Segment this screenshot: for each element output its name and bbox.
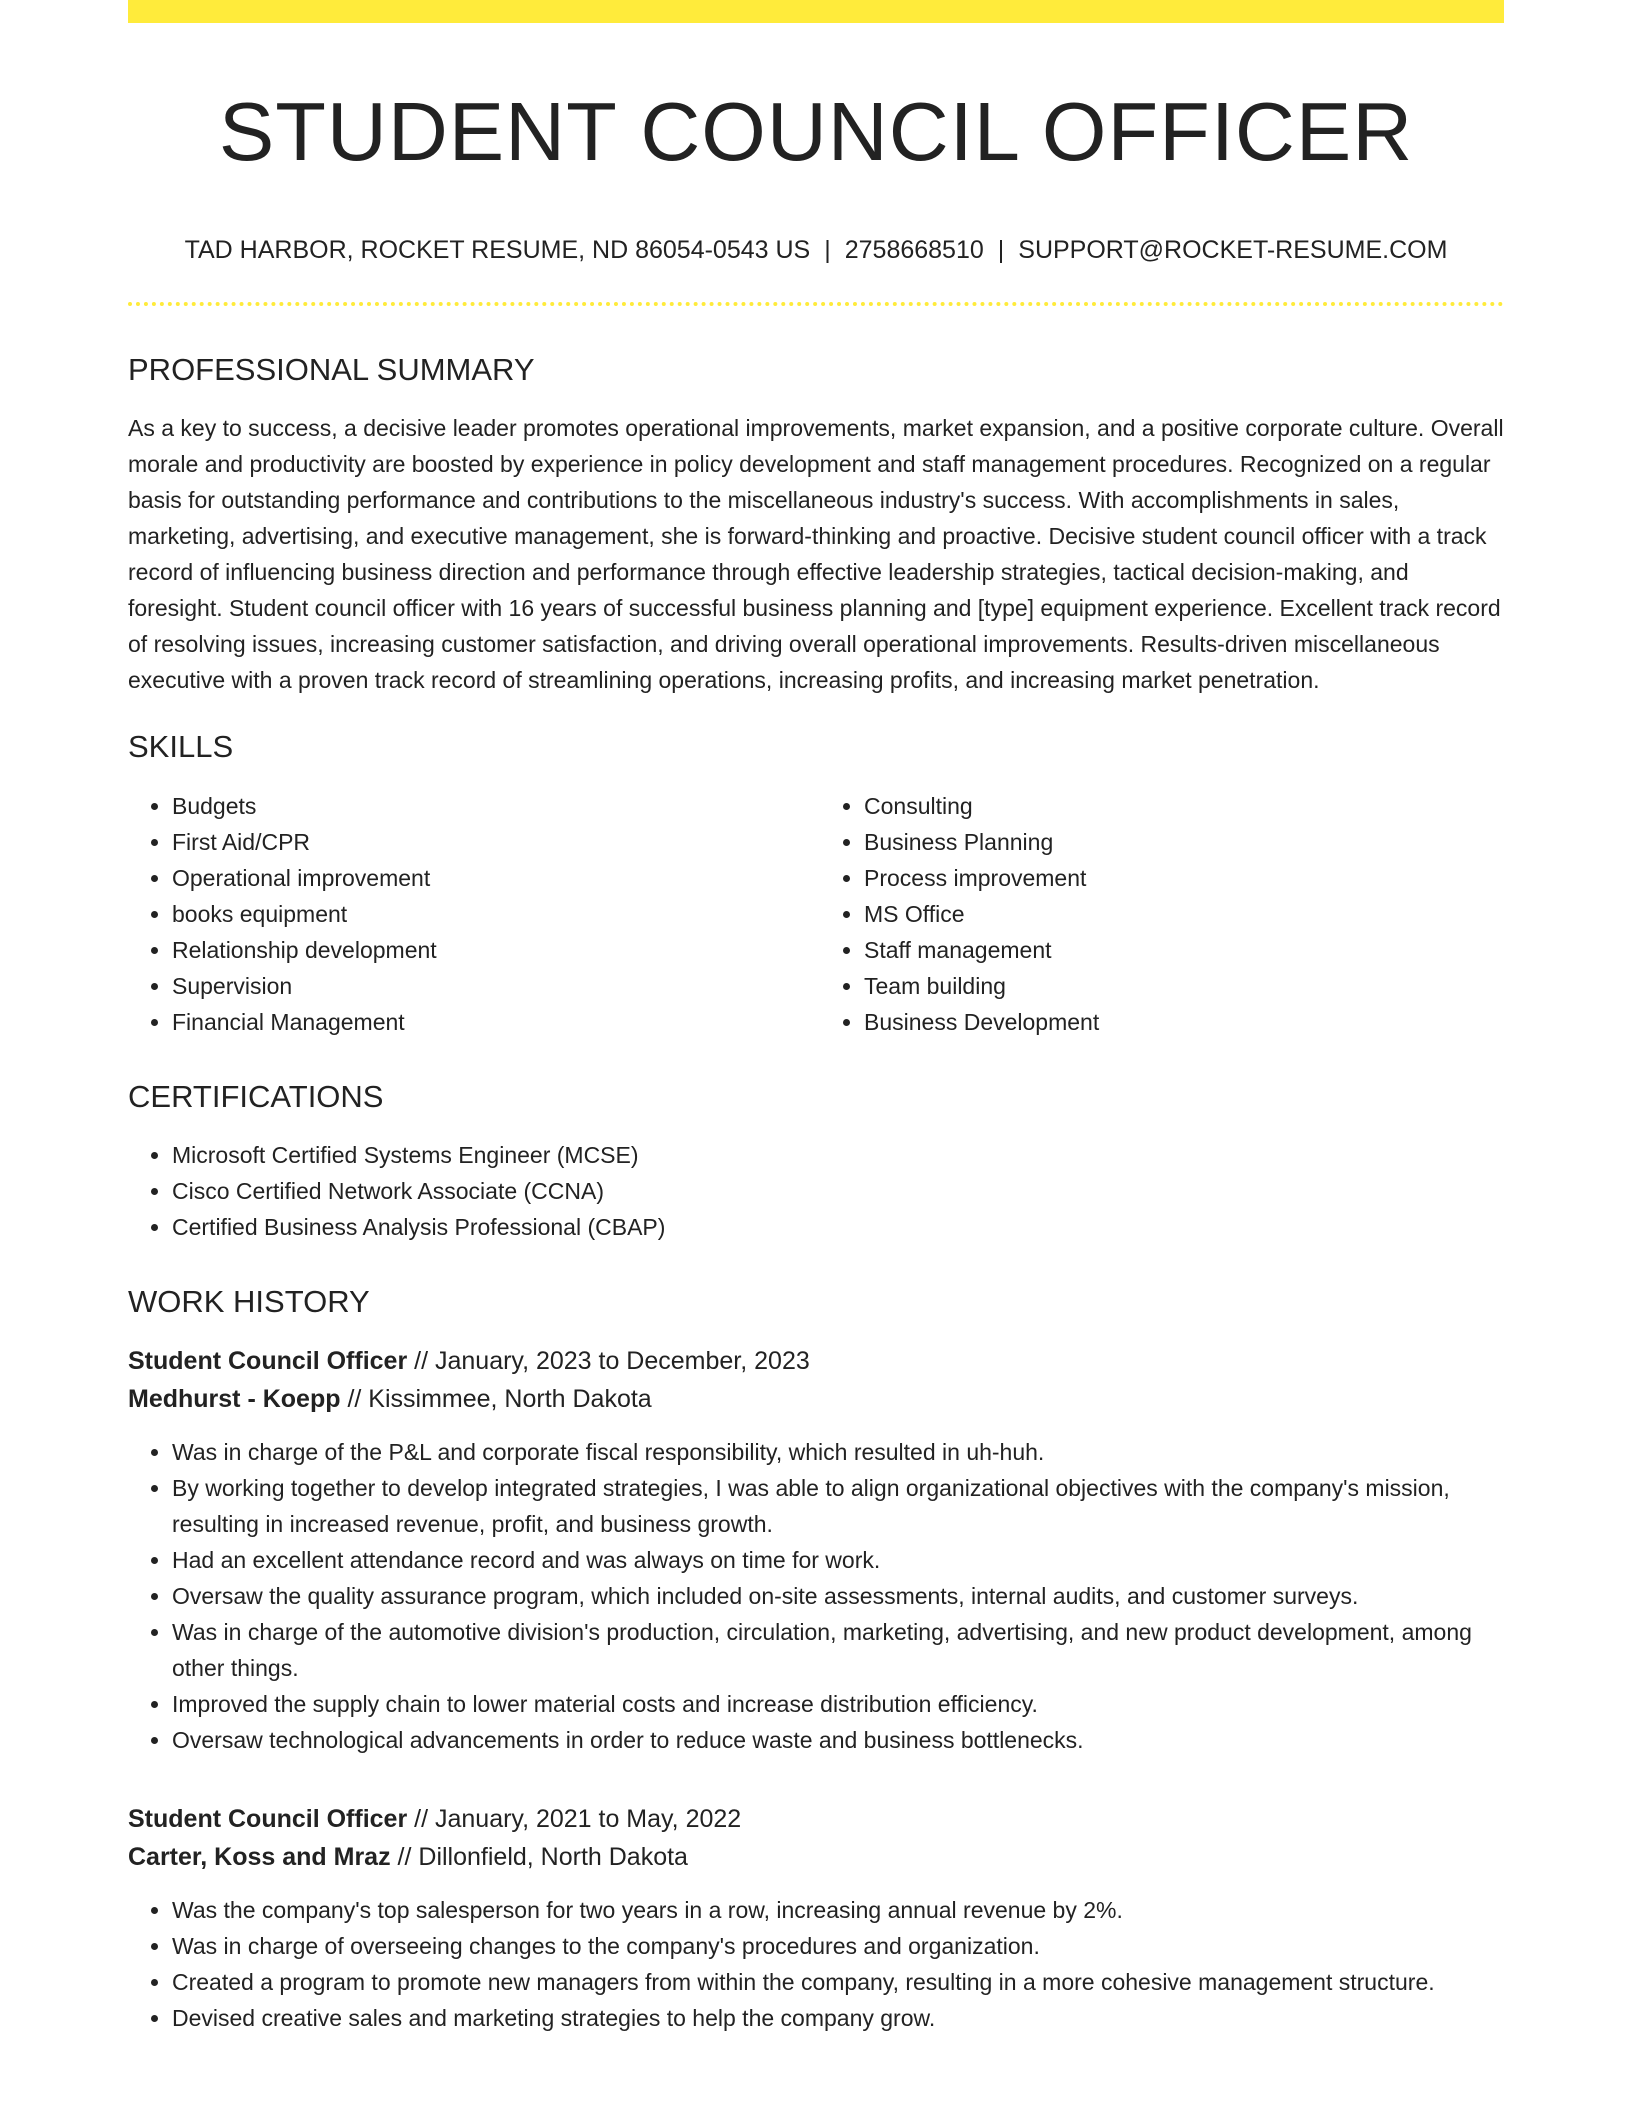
contact-line: [128, 235, 1504, 265]
job-entry: [128, 1342, 1504, 1758]
skill-item: • Consulting: [864, 788, 1504, 824]
skill-item: • Budgets: [172, 788, 816, 824]
skill-item: • books equipment: [172, 896, 816, 932]
skill-item: • Team building: [864, 968, 1504, 1004]
skill-item: • Staff management: [864, 932, 1504, 968]
job-bullets: [128, 1892, 1504, 2036]
certifications-heading: CERTIFICATIONS: [128, 1078, 384, 1114]
contact-separator: |: [824, 236, 831, 265]
job-bullet: • Had an excellent attendance record and was always on time for work.: [172, 1542, 1504, 1578]
job-bullet: • Was in charge of the automotive division's production, circulation, marketing, advertising, and new product development, among other things.: [172, 1614, 1504, 1686]
job-title-line: [128, 1342, 1504, 1380]
top-accent-bar: [128, 0, 1504, 23]
job-bullet: • Oversaw technological advancements in order to reduce waste and business bottlenecks.: [172, 1722, 1504, 1758]
resume-page: [128, 0, 1504, 2036]
job-company: Carter, Koss and Mraz: [128, 1843, 391, 1872]
skill-item: • Process improvement: [864, 860, 1504, 896]
skill-item: • Supervision: [172, 968, 816, 1004]
job-entry: [128, 1800, 1504, 2036]
skill-item: • Financial Management: [172, 1004, 816, 1040]
job-location: // Kissimmee, North Dakota: [347, 1385, 652, 1414]
skills-list: [128, 788, 1504, 1040]
contact-separator: |: [997, 236, 1005, 265]
job-company-line: [128, 1380, 1504, 1418]
job-bullet: • Was the company's top salesperson for two years in a row, increasing annual revenue by 2%.: [172, 1892, 1504, 1928]
skill-item: • Business Development: [864, 1004, 1504, 1040]
summary-heading: PROFESSIONAL SUMMARY: [128, 352, 535, 388]
contact-email: SUPPORT@ROCKET-RESUME.COM: [1018, 236, 1448, 265]
certification-item: • Microsoft Certified Systems Engineer (MCSE): [172, 1137, 1504, 1173]
dotted-divider: [128, 302, 1504, 306]
work-history-heading: WORK HISTORY: [128, 1283, 370, 1319]
job-bullet: • Oversaw the quality assurance program, which included on-site assessments, internal audits, and customer surveys.: [172, 1578, 1504, 1614]
job-dates: // January, 2021 to May, 2022: [414, 1805, 742, 1834]
page-title: STUDENT COUNCIL OFFICER: [218, 85, 1414, 178]
job-bullet: • Improved the supply chain to lower material costs and increase distribution efficiency.: [172, 1686, 1504, 1722]
skills-heading: SKILLS: [128, 729, 234, 765]
job-company: Medhurst - Koepp: [128, 1385, 341, 1414]
contact-address: TAD HARBOR, ROCKET RESUME, ND 86054-0543 US: [184, 236, 811, 265]
certifications-list: [128, 1137, 1504, 1245]
certification-item: • Cisco Certified Network Associate (CCNA): [172, 1173, 1504, 1209]
skill-item: • MS Office: [864, 896, 1504, 932]
job-bullet: • Was in charge of overseeing changes to the company's procedures and organization.: [172, 1928, 1504, 1964]
skill-item: • Business Planning: [864, 824, 1504, 860]
job-company-line: [128, 1838, 1504, 1876]
job-bullets: [128, 1434, 1504, 1758]
summary-text: As a key to success, a decisive leader promotes operational improvements, market expansion, and a positive corporate culture. Overall morale and productivity are boosted by experience in policy development and staff management procedures. Recognized on a regular basis for outstanding performance and contributions to the miscellaneous industry's success. With accomplishments in sales, marketing, advertising, and executive management, she is forward-thinking and proactive. Decisive student council officer with a track record of influencing business direction and performance through effective leadership strategies, tactical decision-making, and foresight. Student council officer with 16 years of successful business planning and [type] equipment experience. Excellent track record of resolving issues, increasing customer satisfaction, and driving overall operational improvements. Results-driven miscellaneous executive with a proven track record of streamlining operations, increasing profits, and increasing market penetration.: [128, 415, 1504, 694]
skills-column-right: [816, 788, 1504, 1040]
job-dates: // January, 2023 to December, 2023: [414, 1347, 810, 1376]
job-title: Student Council Officer: [128, 1805, 408, 1834]
skills-column-left: [128, 788, 816, 1040]
skill-item: • Operational improvement: [172, 860, 816, 896]
job-bullet: • Created a program to promote new managers from within the company, resulting in a more cohesive management structure.: [172, 1964, 1504, 2000]
contact-phone: 2758668510: [844, 236, 984, 265]
job-bullet: • Devised creative sales and marketing strategies to help the company grow.: [172, 2000, 1504, 2036]
skill-item: • First Aid/CPR: [172, 824, 816, 860]
job-title: Student Council Officer: [128, 1347, 408, 1376]
job-bullet: • Was in charge of the P&L and corporate fiscal responsibility, which resulted in uh-huh.: [172, 1434, 1504, 1470]
job-title-line: [128, 1800, 1504, 1838]
certification-item: • Certified Business Analysis Professional (CBAP): [172, 1209, 1504, 1245]
job-location: // Dillonfield, North Dakota: [397, 1843, 688, 1872]
skill-item: • Relationship development: [172, 932, 816, 968]
job-bullet: • By working together to develop integrated strategies, I was able to align organizational objectives with the company's mission, resulting in increased revenue, profit, and business growth.: [172, 1470, 1504, 1542]
